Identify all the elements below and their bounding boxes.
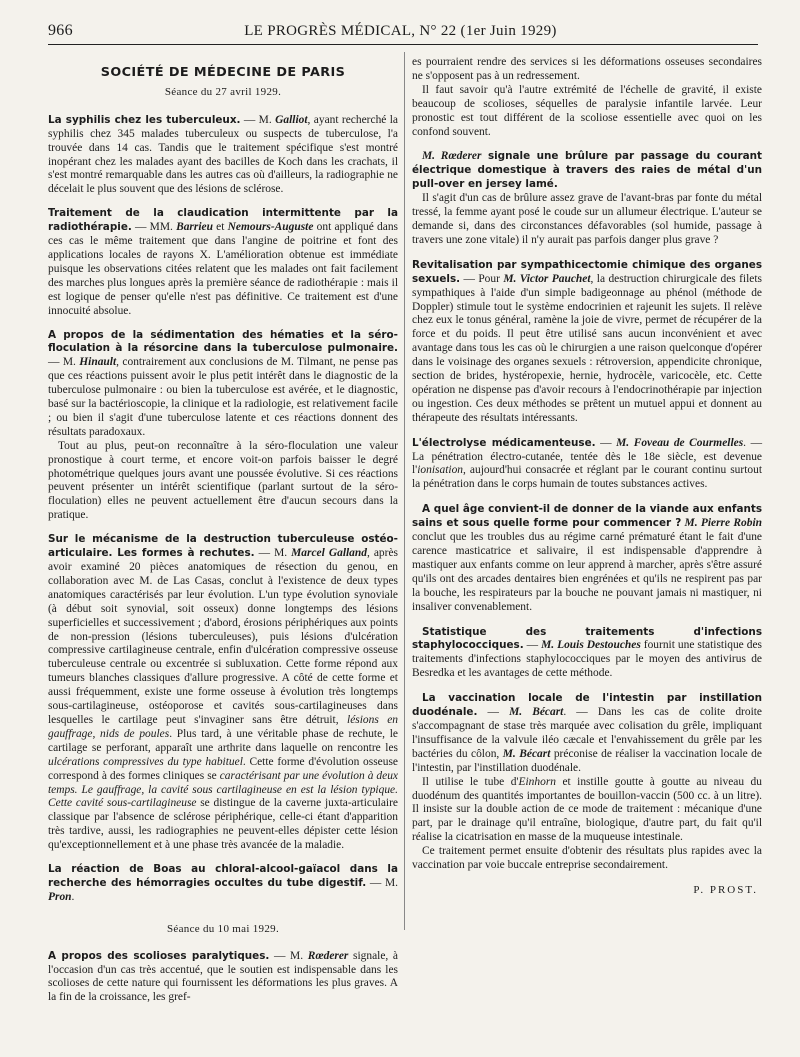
article-title: signale une brûlure par passage du courant électrique domestique à travers des raies de métal d'un pull-over en jersey lamé. (412, 150, 762, 191)
author-name: M. Victor Pauchet (503, 272, 591, 285)
dash: — M. (269, 949, 308, 962)
author-name: M. Bécart (502, 747, 551, 760)
article-text: . Plus tard, à une véritable phase de rechute, le cartilage se perforant, apparaît une arthrite dans laquelle on rencontre les (48, 727, 399, 754)
page-number: 966 (48, 22, 73, 39)
article-text: Il utilise le tube d' (422, 775, 519, 788)
article-paragraph (412, 776, 762, 846)
emphasis-text: caractérisant par une évolution à deux temps. Le gauffrage, la cavité sous cartilagineuse en est la lésion typique. Cette cavité sous-cartilagineuse (48, 769, 398, 810)
article-electrolysis (412, 437, 762, 493)
dash: — M. (240, 113, 276, 126)
emphasis-text: ionisation (417, 464, 464, 477)
article-text: conclut que les troubles dus au régime carné prématuré étant le fait d'une carence masticatrice et salivaire, il est indispensable d'apprendre à mastiquer aux enfants comme on leur apprend à marcher, après s'être assuré qu'ils ont des arcades dentaires bien engrénées et qu'ils ne respirent pas par la bouche, les respirateurs par la bouche ne pouvant jamais ni mastiquer, ni insaliver convenablement. (412, 531, 762, 613)
article-text: ont appliqué dans ces cas le même traitement que dans l'angine de poitrine et font des applications locales de rayons X. L'amélioration obtenue est immédiate puisque les observations citées relatent que les malades ont fait facilement des marches plus longues après la première séance de radiothérapie : mais il est logique de penser qu'elle n'est pas définitive. Ce traitement est d'une innocuité absolue. (48, 221, 399, 317)
article-text: préconise de réaliser la vaccination locale de l'intestin, par l'instillation duodénale. (412, 747, 762, 774)
right-column (412, 56, 762, 898)
article-paragraph (48, 950, 398, 1006)
article-sedimentation (48, 329, 398, 524)
period: . (71, 890, 75, 903)
author-name: M. Louis Destouches (541, 639, 641, 652)
article-scoliosis (48, 950, 398, 1006)
article-title: A propos des scolioses paralytiques. (48, 949, 270, 962)
article-paragraph (412, 626, 762, 682)
article-text: , contrairement aux conclusions de M. Tilmant, ne pense pas que ces réactions puissent avoir le plus petit intérêt dans le diagnostic de la tuberculose pulmonaire : ou bien la tuberculose est avérée, et le diagnostic, basé sur la bactérioscopie, la clinique et la radiologie, est relativement facile ; ou bien il s'agit d'une tuberculose latente et ces réactions donnent des résultats paradoxaux. (48, 356, 398, 438)
article-title: La syphilis chez les tuberculeux. (48, 113, 241, 126)
dash: — (477, 706, 510, 719)
article-scoliosis-continued (412, 56, 762, 139)
article-text: signale, à l'occasion d'un cas très accentué, que le soutien est indispensable dans les scolioses de cette nature qui fournissent les déformations les plus graves. A la fin de la croissance, les gref- (48, 949, 398, 1004)
article-paragraph: Il s'agit d'un cas de brûlure assez grave de l'avant-bras par fonte du métal tressé, la femme ayant posé le coude sur un allumeur électrique. L'auteur se demande si, dans des circonstances défavorables (sol humide, passage à travers une zone vitale) il n'y aurait pas parfois danger plus grave ? (412, 192, 762, 246)
author-name: Pron (48, 890, 72, 903)
author-name: M. Bécart (509, 706, 564, 719)
article-paragraph: Tout au plus, peut-on reconnaître à la séro-floculation une valeur pronostique à court terme, et encore voit-on parfois baisser le degré photométrique quelques jours avant une poussée évolutive. Si ces réactions peuvent présenter un intérêt scientifique (parlant surtout de la séro-floculation) elles ne peuvent actuellement être d'aucun secours dans la pratique. (48, 439, 398, 522)
article-title: A propos de la sédimentation des hématies et la séro-floculation à la résorcine dans la tuberculose pulmonaire. (48, 328, 398, 355)
article-title: Traitement de la claudication intermittente par la radiothérapie. (48, 207, 398, 234)
article-text: , ayant recherché la syphilis chez 345 malades tuberculeux ou suspects de tuberculose, l'a trouvée dans 14 cas. Tandis que le traitement spécifique s'est montré inopérant chez les malades ayant des bacilles de Koch dans les crachats, il s'est montré remarquable dans les autres cas où d'ailleurs, la radiographie ne décelait le plus souvent que des lésions de sclérose. (48, 113, 398, 196)
emphasis-text: ulcérations compressives du type habituel (48, 755, 243, 768)
article-staphylococcal (412, 626, 762, 682)
article-paragraph: Ce traitement permet ensuite d'obtenir des résultats plus rapides avec la vaccination par voie buccale entreprise secondairement. (412, 845, 762, 872)
emphasis-text: Einhorn (518, 775, 556, 788)
article-claudication (48, 207, 398, 318)
article-paragraph: Il faut savoir qu'à l'autre extrémité de l'échelle de gravité, il existe beaucoup de scolioses, séquelles de paralysie infantile larvée. Leur pronostic est tout différent de la scoliose essentielle avec quoi on les confond souvent. (412, 83, 762, 138)
author-name: Rœderer (307, 949, 349, 962)
author-name: Hinault (79, 356, 117, 369)
author-name: M. Rœderer (422, 150, 482, 163)
society-heading: SOCIÉTÉ DE MÉDECINE DE PARIS (100, 65, 346, 80)
article-osteo-articular (48, 533, 398, 853)
article-paragraph (48, 329, 398, 440)
left-column (48, 54, 398, 1015)
article-text: fournit une statistique des traitements d'infections staphylococciques par le moyen des antivirus de Besredka et les avantages de cette méthode. (412, 639, 762, 680)
article-paragraph (412, 437, 762, 493)
period: . (743, 436, 747, 449)
article-revitalisation (412, 259, 762, 426)
dash: — (595, 436, 617, 449)
article-meat-children (412, 503, 762, 614)
article-title: Sur le mécanisme de la destruction tuberculeuse ostéo-articulaire. Les formes à rechutes. (48, 533, 398, 560)
article-boas-reaction (48, 863, 398, 905)
article-paragraph (48, 533, 398, 853)
article-text: se distingue de la caverne juxta-articulaire classique par l'absence de sclérose périphérique, celle-ci étant d'apparition très tardive, aussi, les radiographies ne peuvent-elles dépister cette lésion qu'exceptionnellement et à une phase très avancée de la maladie. (48, 797, 398, 852)
author-name: Nemours-Auguste (227, 221, 314, 234)
dash: — M. (48, 356, 80, 369)
article-paragraph (48, 863, 398, 905)
article-intestinal-vaccination (412, 692, 762, 873)
article-title: La vaccination locale de l'intestin par instillation duodénale. (412, 692, 762, 719)
author-name: M. Foveau de Courmelles (616, 436, 744, 449)
article-paragraph (48, 114, 398, 197)
article-paragraph (412, 150, 762, 192)
author-name: Galliot (275, 113, 308, 126)
session-date-2: Séance du 10 mai 1929. (167, 922, 279, 935)
journal-title: LE PROGRÈS MÉDICAL, N° 22 (1er Juin 1929) (244, 23, 557, 39)
article-burn (412, 150, 762, 247)
author-name: M. Pierre Robin (681, 517, 762, 530)
session-date-1: Séance du 27 avril 1929. (164, 85, 282, 98)
article-paragraph (412, 692, 762, 775)
header-rule (48, 44, 758, 45)
article-title: Revitalisation par sympathicectomie chimique des organes sexuels. (412, 258, 762, 285)
dash: — MM. (131, 221, 177, 234)
dash: — (523, 639, 542, 652)
column-divider (404, 52, 405, 930)
running-header (48, 22, 758, 40)
article-text: . — Dans les cas de colite droite s'accompagnant de stase très marquée avec colisation du grêle, impliquant l'insuffisance de la valvule iléo cæcale et l'envahissement du grêle par les bactéries du côlon, (412, 706, 763, 760)
article-text: , aujourd'hui consacrée et réglant par le courant continu surtout la pénétration dans le corps humain de toutes substances actives. (412, 464, 762, 491)
dash: — Pour (460, 272, 504, 285)
article-title: L'électrolyse médicamenteuse. (412, 436, 596, 449)
conjunction: et (212, 221, 228, 234)
article-title: Statistique des traitements d'infections staphylococciques. (412, 625, 762, 652)
article-text: — La pénétration électro-cutanée, tentée dès le 18e siècle, est devenue l' (412, 436, 763, 477)
article-paragraph (412, 503, 762, 614)
author-name: Marcel Galland (291, 547, 367, 560)
article-text: , la destruction chirurgicale des filets sympathiques à l'aide d'un simple badigeonnage au phénol (méthode de Doppler) stimule tout le système endocrinien et rajeunit les sujets. Il relève chez eux le tonus général, ramène la joie de vivre, permet de récupérer de la force et du poids. Il peut être utilisé sans aucun inconvénient et avec avantage dans tous les cas où le chirurgien a une raison quelconque d'opérer dans le voisinage des organes sexuels : rétroversion, appendicite chronique, section de brides, hystéropexie, hernie, hydrocèle, varicocèle, etc. Cette opération ne dispense pas d'avoir recours à l'endocrinothérapie par injection ou ingestion. Ces deux méthodes se prêtent un mutuel appui et donnent au thérapeute des résultats intéressants. (412, 272, 762, 424)
article-paragraph (412, 259, 762, 426)
article-title: La réaction de Boas au chloral-alcool-gaïacol dans la recherche des hémorragies occultes du tube digestif. (48, 863, 398, 889)
dash: — M. (254, 547, 292, 560)
article-paragraph (48, 207, 398, 318)
article-text: , après avoir examiné 20 pièces anatomiques de résection du genou, en collaboration avec M. de Las Casas, conclut à l'existence de deux types anatomiques caractérisés par leur évolution. L'un type évolution synoviale (à début soit synovial, soit osseux) donne longtemps des lésions superficielles et successivement ; d'abord, érosions périphériques aux points de non-pression (lésions tuberculeuses), puis lésions d'ulcération compressive cartilagineuse centrale, enfin d'ulcération compressive osseuse tuberculeuse centrale ou excentrée si subluxation. Cette forme répond aux tumeurs blanches classiques d'allure progressive. A côté de cette forme et aussi fréquemment, existe une forme osseuse à évolution très longtemps sous-cartilagineuse, ostéoporose et cavités sous-cartilagineuses dans lesquelles le cartilage peut s'invaginer sans être détruit, (48, 547, 398, 726)
article-paragraph: es pourraient rendre des services si les déformations osseuses secondaires ne s'opposent pas à un redressement. (412, 56, 762, 82)
article-syphilis (48, 114, 398, 197)
author-name: Barrieu (176, 221, 213, 234)
dash: — M. (366, 876, 398, 889)
signature: P. PROST. (693, 883, 758, 896)
article-title: A quel âge convient-il de donner de la viande aux enfants sains et sous quelle forme pour commencer ? (412, 503, 762, 530)
article-text: . Cette forme d'évolution osseuse correspond à des formes cliniques se (48, 755, 399, 782)
article-text: et instille goutte à goutte au niveau du duodénum des quantités importantes de bouillon-vaccin (500 cc. à un litre). Il insiste sur la double action de ce mode de traitement : mécanique d'une part, par le drainage qu'il entraîne, biologique, d'autre part, du fait qu'il réalise la cicatrisation en masse de la muqueuse intestinale. (412, 775, 762, 844)
emphasis-text: lésions en gauffrage, nids de poules (48, 713, 398, 740)
